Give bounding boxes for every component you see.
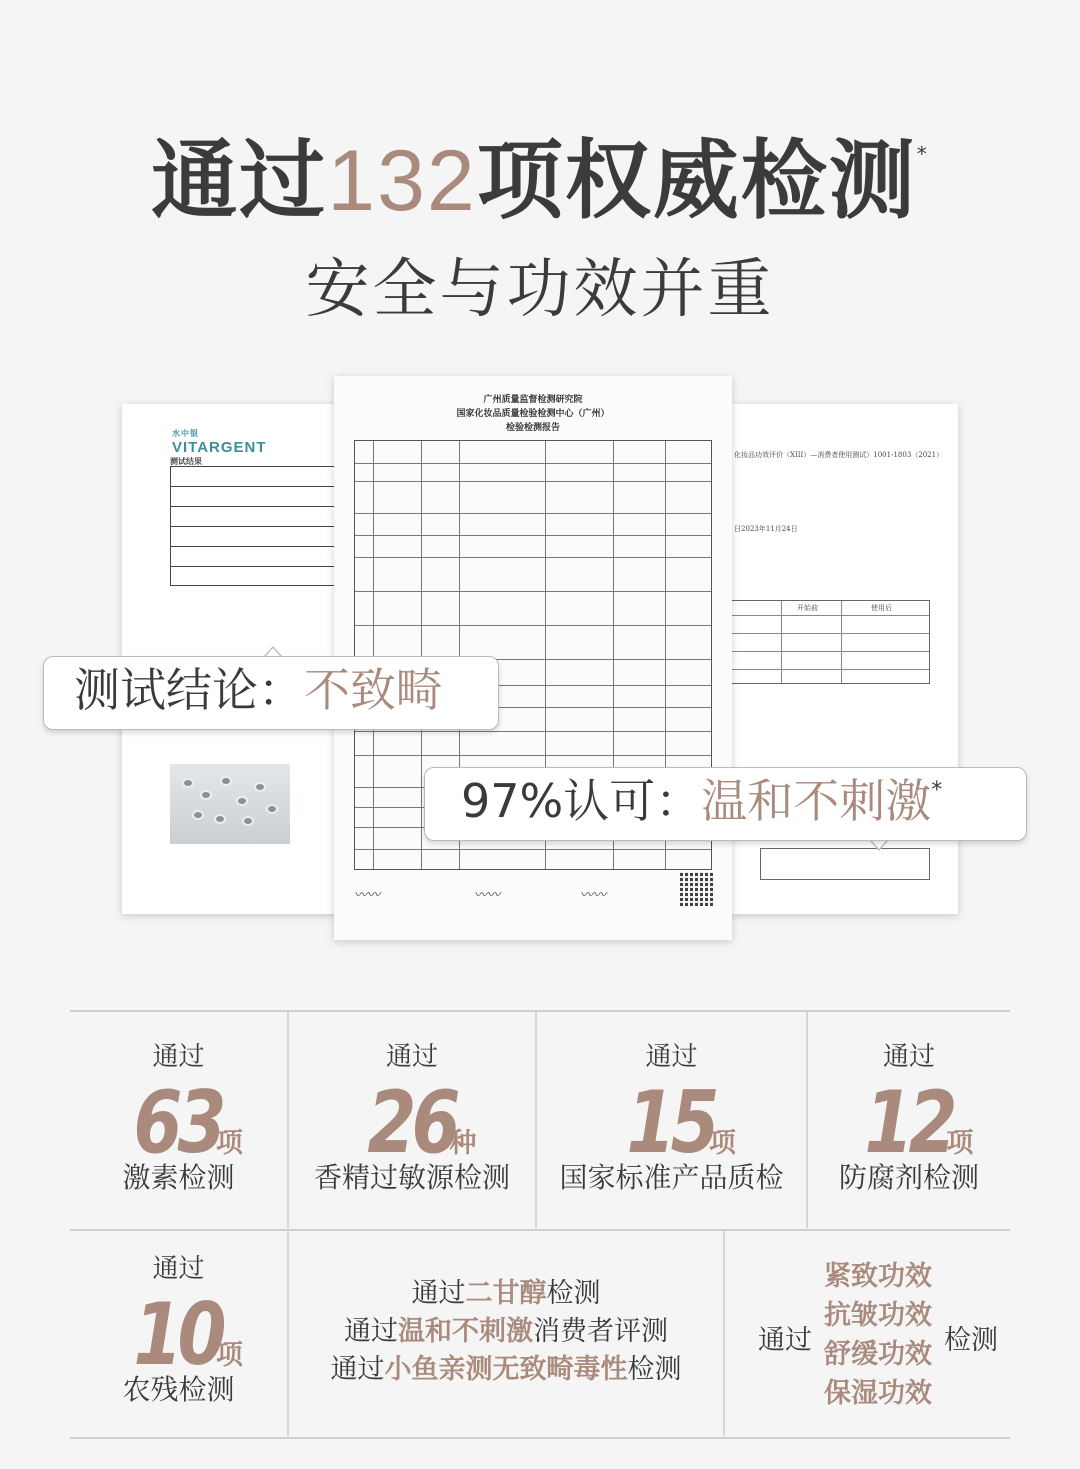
stat-pass-label: 通过: [882, 1042, 935, 1072]
stat-number: 15: [626, 1073, 715, 1173]
stat-number: 12: [864, 1073, 953, 1173]
efficacy-list: [824, 1257, 932, 1413]
efficacy-item: 抗皱功效: [824, 1300, 932, 1331]
callout-conclusion-label: 测试结论：: [74, 663, 304, 717]
stat-unit: 项: [215, 1340, 243, 1371]
stat-fragrance: [289, 1044, 535, 1192]
stat-label: 农残检测: [122, 1373, 235, 1406]
stat-national-standard: [537, 1044, 806, 1192]
test-line-highlight: 小鱼亲测无致畸毒性: [384, 1354, 628, 1385]
callout-approval: [424, 767, 1027, 841]
divider: [70, 1229, 1010, 1231]
test-line-highlight: 二甘醇: [465, 1278, 547, 1309]
stat-pass-label: 通过: [152, 1042, 205, 1072]
test-line: [288, 1351, 724, 1389]
stat-pass-label: 通过: [152, 1254, 205, 1284]
callout-approval-label: 97%认可：: [461, 774, 702, 828]
efficacy-item: 保湿功效: [824, 1378, 932, 1409]
test-line-prefix: 通过: [344, 1316, 398, 1347]
report-center-title: 检验检测报告: [505, 423, 560, 433]
stat-number: 63: [133, 1073, 222, 1173]
stat-unit: 种: [449, 1128, 477, 1159]
page-subtitle: 安全与功效并重: [305, 253, 775, 327]
report-right-standard: 化妆品功效评价（XIII）—消费者使用测试）1001-1803（2021）: [734, 451, 944, 459]
divider: [70, 1437, 1010, 1439]
survey-col-before: 开始前: [797, 604, 818, 612]
survey-table: [720, 600, 930, 684]
stat-label: 国家标准产品质检: [559, 1161, 784, 1194]
stat-label: 激素检测: [122, 1161, 235, 1194]
qr-code: [680, 872, 714, 906]
logo-text: VITARGENT: [172, 439, 267, 456]
embryo-photo: [170, 764, 290, 844]
callout-approval-mark: *: [931, 778, 943, 803]
efficacy-item: 紧致功效: [824, 1261, 932, 1292]
report-center-institute: 广州质量监督检测研究院: [483, 395, 583, 405]
stat-pesticide: [70, 1256, 287, 1404]
test-line: [288, 1313, 724, 1351]
divider: [70, 1010, 1010, 1012]
additional-tests: [288, 1275, 724, 1389]
stat-pass-label: 通过: [385, 1042, 438, 1072]
stat-number: 10: [133, 1285, 222, 1385]
callout-approval-value: 温和不刺激: [701, 774, 932, 828]
callout-pointer: [264, 646, 282, 656]
survey-result-table: [760, 848, 930, 880]
stat-label: 香精过敏源检测: [313, 1161, 510, 1194]
test-line-suffix: 消费者评测: [533, 1316, 668, 1347]
callout-conclusion: [43, 656, 499, 730]
stat-preservative: [808, 1044, 1010, 1192]
efficacy-prefix: 通过: [758, 1325, 812, 1356]
report-center-lab: 国家化妆品质量检验检测中心（广州）: [456, 409, 610, 419]
title-number: 132: [327, 133, 477, 229]
stat-label: 防腐剂检测: [838, 1161, 979, 1194]
test-line: [288, 1275, 724, 1313]
test-line-suffix: 检测: [546, 1278, 601, 1309]
stat-pass-label: 通过: [645, 1042, 698, 1072]
efficacy-suffix: 检测: [944, 1325, 998, 1356]
stat-hormone: [70, 1044, 287, 1192]
signature-2: 〰〰: [474, 888, 501, 903]
callout-conclusion-value: 不致畸: [304, 663, 442, 717]
signature-3: 〰〰: [580, 888, 607, 903]
logo-cn: 水中银: [172, 429, 199, 438]
survey-col-after: 使用后: [871, 604, 892, 612]
test-line-highlight: 温和不刺激: [398, 1316, 533, 1347]
vitargent-logo: [172, 428, 267, 456]
callout-pointer: [870, 841, 888, 851]
signature-1: 〰〰: [354, 888, 381, 903]
report-section-title: 测试结果: [170, 456, 202, 466]
stat-number: 26: [367, 1073, 456, 1173]
test-line-suffix: 检测: [627, 1354, 682, 1385]
title-footnote-mark: *: [916, 142, 929, 166]
stat-unit: 项: [215, 1128, 243, 1159]
page-title: [0, 131, 1080, 231]
stat-unit: 项: [708, 1128, 736, 1159]
report-right-date: 日2023年11月24日: [734, 525, 798, 533]
test-line-prefix: 通过: [411, 1278, 466, 1309]
efficacy-item: 舒缓功效: [824, 1339, 932, 1370]
stat-unit: 项: [946, 1128, 974, 1159]
test-line-prefix: 通过: [330, 1354, 385, 1385]
title-prefix: 通过: [151, 131, 328, 231]
title-suffix: 项权威检测: [476, 131, 917, 231]
